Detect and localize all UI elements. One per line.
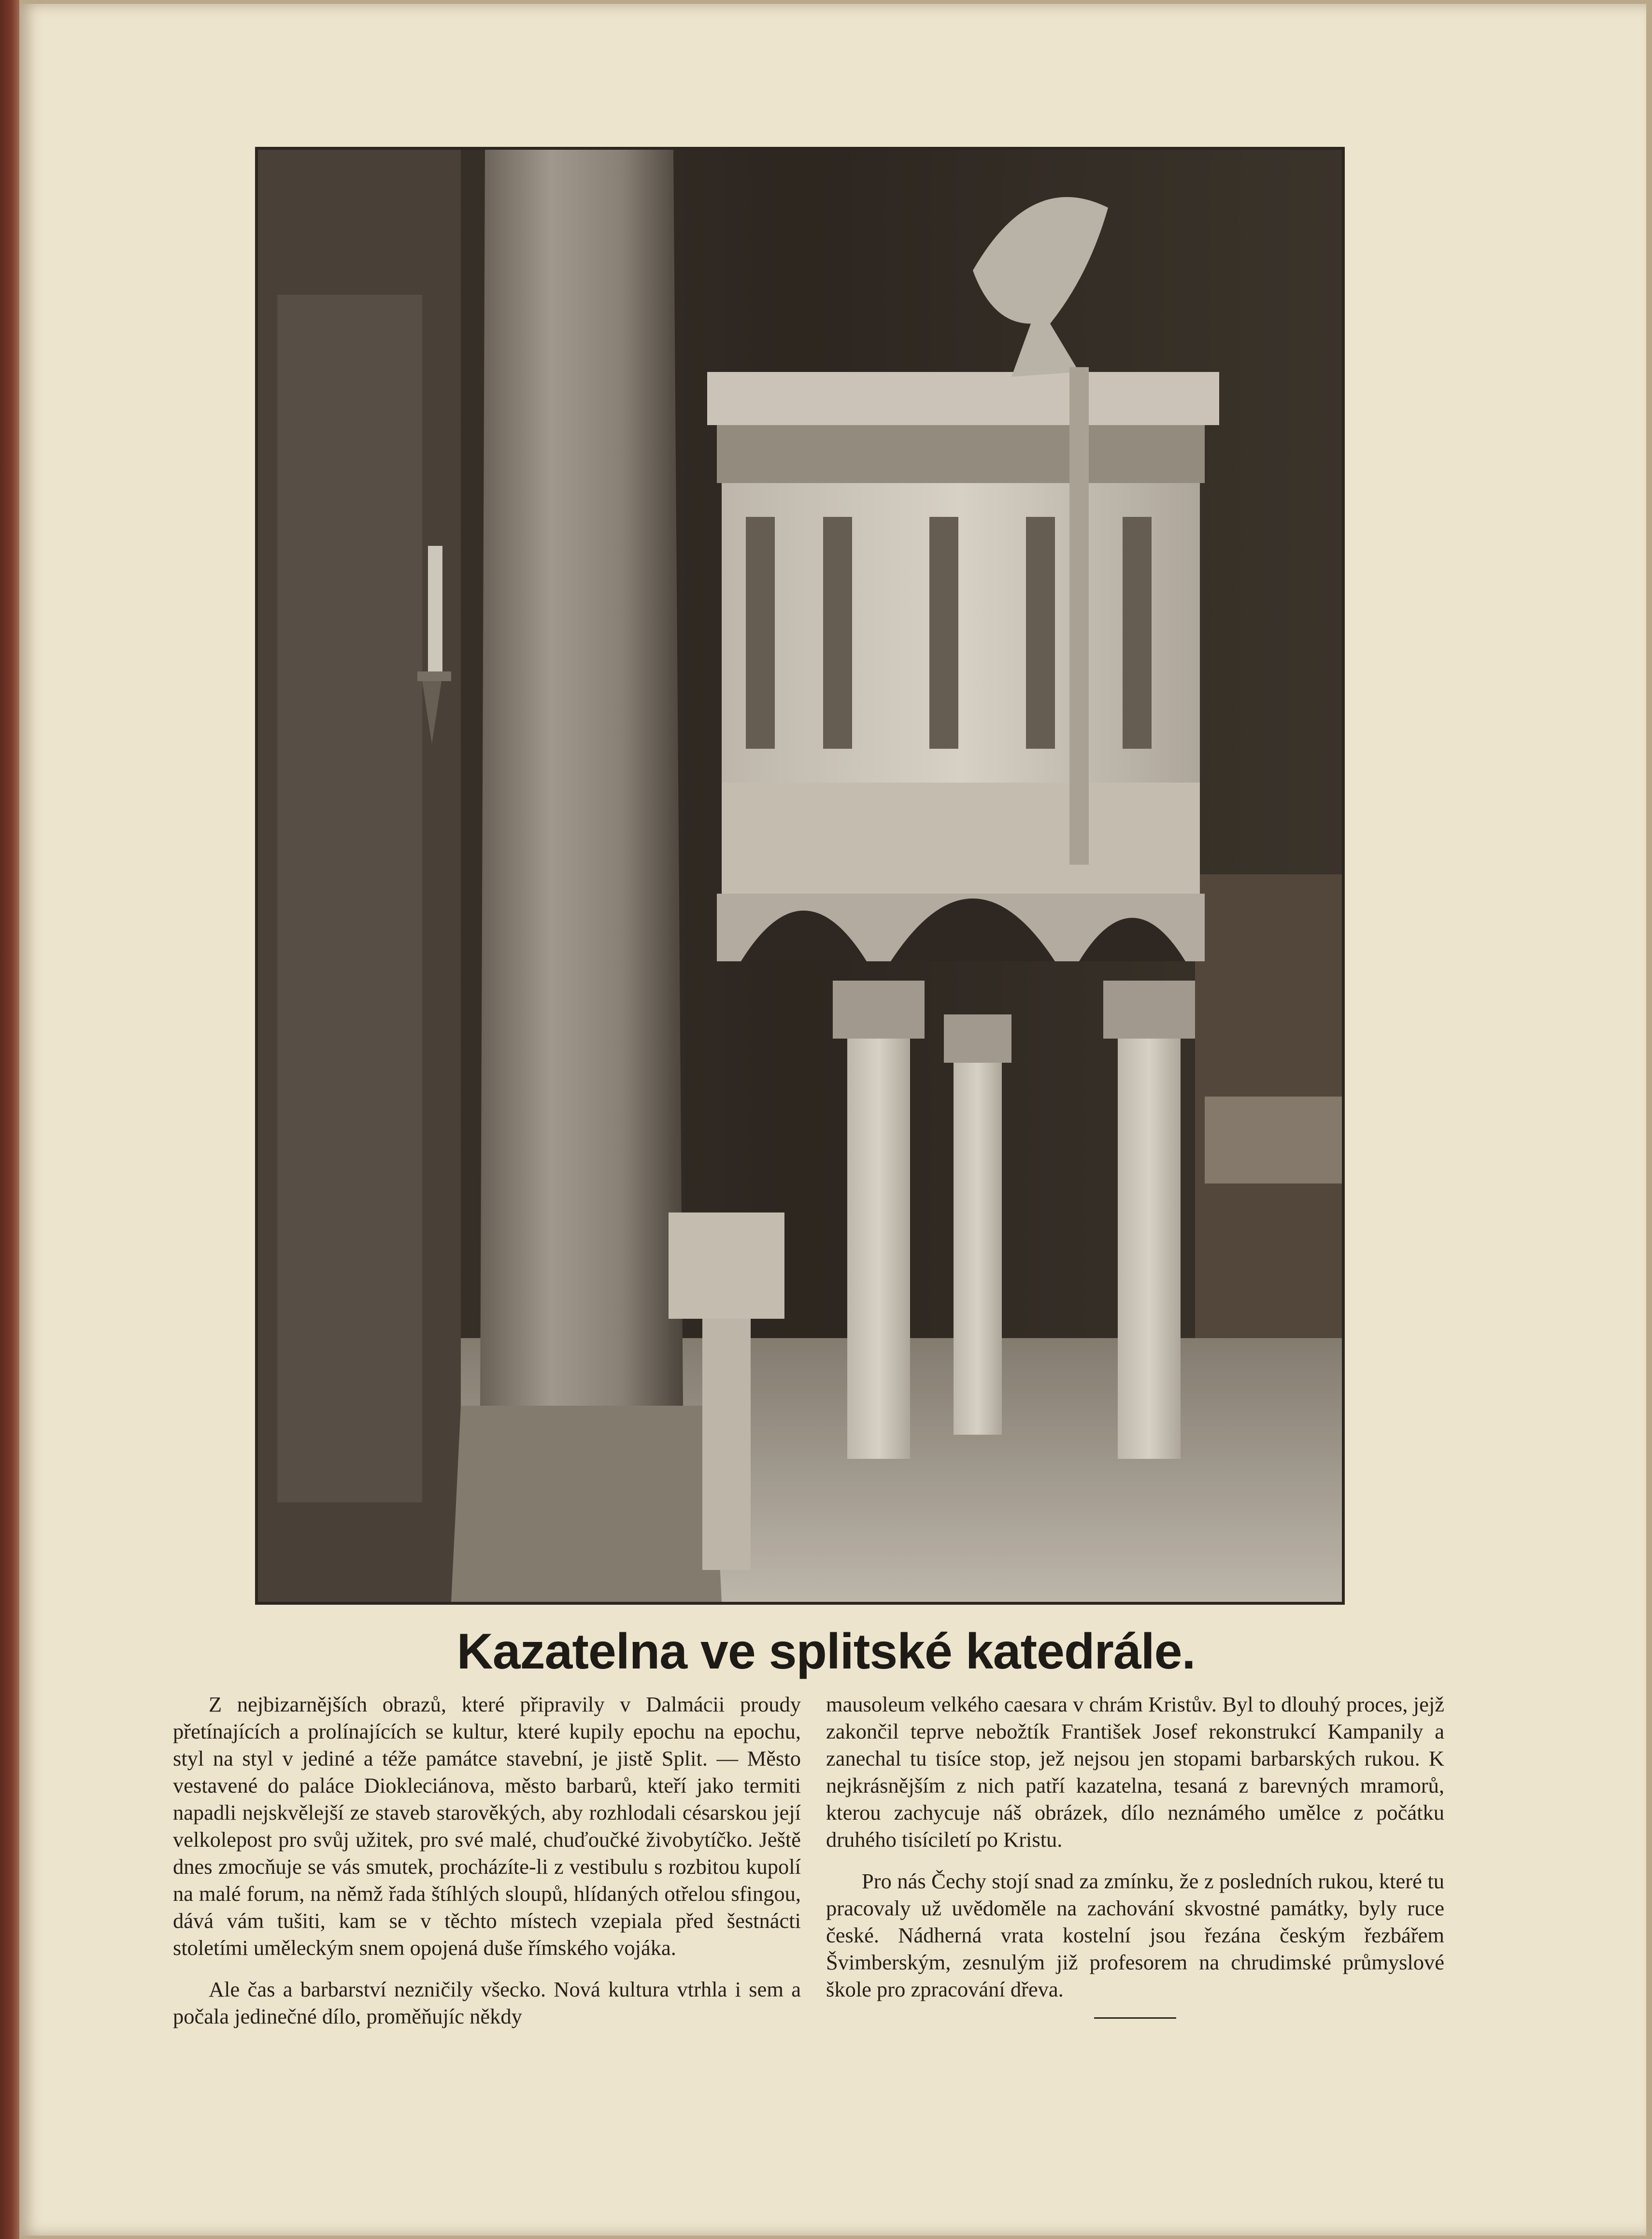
article-paragraph: Ale čas a barbarství nezničily všecko. Nová kultura vtrhla i sem a počala jedinečné dílo, proměňujíc někdy xyxy=(173,1977,801,2028)
article-title: Kazatelna ve splitské katedrále. xyxy=(456,1624,1196,1680)
article-end-rule xyxy=(1094,2017,1176,2019)
pulpit-photograph xyxy=(255,147,1345,1605)
article-paragraph: Pro nás Čechy stojí snad za zmínku, že z posledních rukou, které tu pracovaly už uvědoměle na zachování skvostné památky, byly ruce české. Nádherná vrata kostelní jsou řezána českým řezbářem Švimberským, zesnulým již profesorem na chrudimské průmyslové škole pro zpracování dřeva. xyxy=(826,1869,1444,2001)
article-column-right xyxy=(826,1691,1444,2019)
book-spine-edge xyxy=(0,0,19,2239)
pulpit-photograph-image xyxy=(258,150,1342,1602)
article-column-left xyxy=(173,1691,801,2044)
article-paragraph: Z nejbizarnějších obrazů, které připravily v Dalmácii proudy přetínajících a prolínajících se kultur, které kupily epochu na epochu, styl na styl v jediné a téže památce stavební, je jistě Split. — Město vestavené do paláce Diokleciánova, město barbarů, kteří jako termiti napadli nejskvělejší ze staveb starověkých, aby rozhlodali césarskou její velkolepost pro svůj užitek, pro své malé, chuďoučké živobytíčko. Ještě dnes zmocňuje se vás smutek, procházíte-li z vestibulu s rozbitou kupolí na malé forum, na němž řada štíhlých sloupů, hlídaných otřelou sfingou, dává vám tušiti, kam se v těchto místech vzepiala před šestnácti stoletími uměleckým snem opojená duše římského vojáka. xyxy=(173,1692,801,1960)
article-paragraph: mausoleum velkého caesara v chrám Kristův. Byl to dlouhý proces, jejž zakončil teprve nebožtík František Josef rekonstrukcí Kampanily a zanechal tu tisíce stop, jež nejsou jen stopami barbarských rukou. K nejkrásnějším z nich patří kazatelna, tesaná z barevných mramorů, kterou zachycuje náš obrázek, dílo neznámého umělce z počátku druhého tisíciletí po Kristu. xyxy=(826,1692,1444,1852)
